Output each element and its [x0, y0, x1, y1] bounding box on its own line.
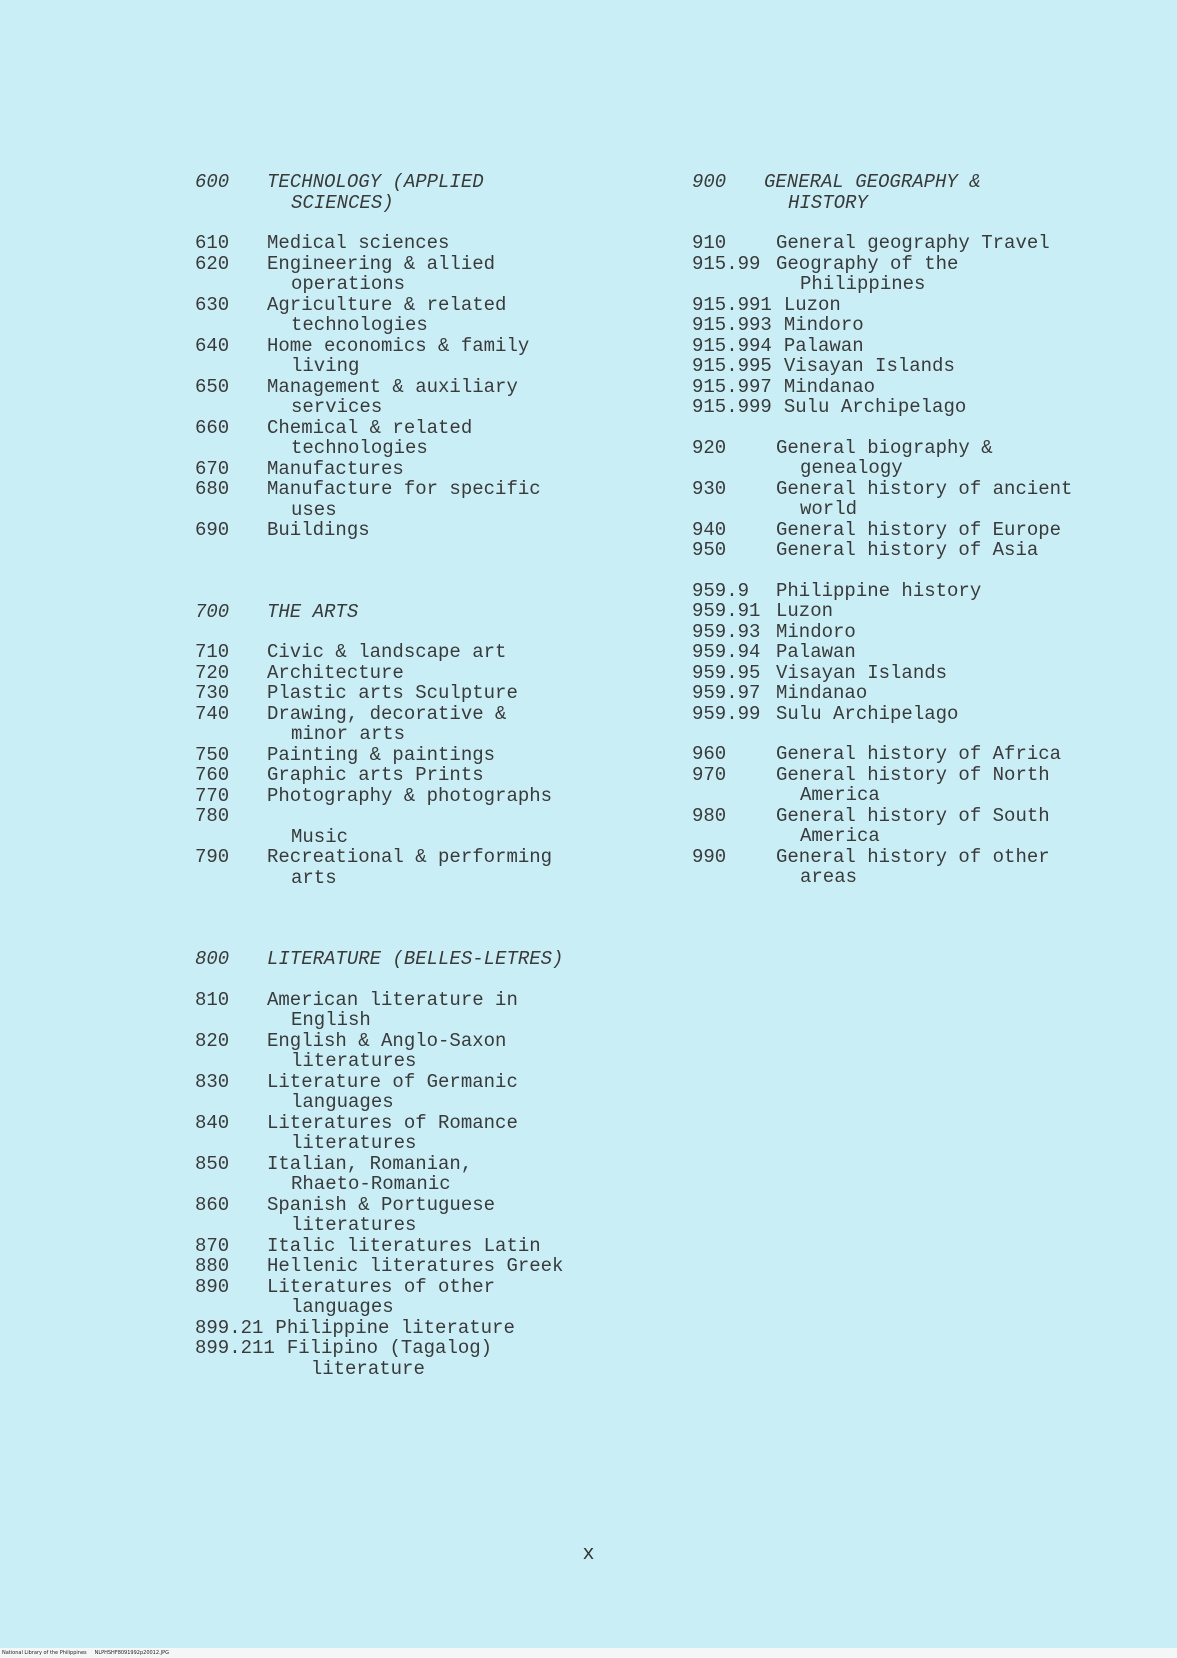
class-label-line — [267, 806, 615, 827]
class-number: 710 — [195, 641, 230, 663]
class-label-line: English — [291, 1009, 371, 1031]
class-label — [776, 233, 1092, 254]
class-label — [776, 601, 1092, 622]
class-label — [776, 581, 1092, 602]
class-entry — [195, 663, 615, 684]
heading-spacer — [195, 213, 615, 233]
section-title-line: THE ARTS — [267, 600, 359, 623]
class-entry — [692, 438, 1092, 479]
class-number: 640 — [195, 334, 230, 357]
class-label-line: Music — [291, 825, 349, 848]
class-label — [776, 622, 1092, 643]
class-label-line: Geography of the — [776, 252, 959, 275]
class-entry — [195, 704, 615, 745]
section-title — [267, 172, 615, 213]
right-column — [692, 172, 1092, 888]
class-entry — [195, 745, 615, 766]
class-label-line: Literatures of other — [267, 1275, 496, 1298]
class-label-line: Visayan Islands — [776, 661, 948, 684]
class-label — [784, 336, 1092, 357]
class-label-line: Civic & landscape art — [267, 641, 507, 663]
class-label — [776, 438, 1092, 479]
class-number: 959.94 — [692, 641, 761, 663]
class-label — [267, 786, 615, 807]
class-label — [267, 704, 615, 745]
class-label — [267, 1154, 615, 1195]
class-entry — [195, 1113, 615, 1154]
class-entry — [195, 683, 615, 704]
class-label — [267, 847, 615, 888]
class-label — [776, 765, 1092, 806]
class-entry — [195, 479, 615, 520]
class-entry — [195, 642, 615, 663]
class-number: 959.95 — [692, 661, 761, 684]
class-label — [267, 1256, 615, 1277]
class-label-line: Buildings — [267, 519, 370, 541]
class-label-line: languages — [291, 1296, 394, 1318]
class-label-line: Management & auxiliary — [267, 375, 518, 398]
class-entry — [692, 744, 1092, 765]
class-label — [267, 1072, 615, 1113]
class-label — [267, 1277, 615, 1318]
class-entry — [692, 601, 1092, 622]
class-entry — [692, 315, 1092, 336]
class-label — [784, 295, 1092, 316]
class-label — [267, 663, 615, 684]
section-title — [267, 949, 615, 970]
class-entry — [692, 704, 1092, 725]
class-number: 730 — [195, 682, 230, 704]
class-label-line: Sulu Archipelago — [783, 396, 967, 418]
class-label-line: Literatures of Romance — [267, 1111, 518, 1134]
class-number: 959.91 — [692, 600, 761, 622]
section-title-line: GENERAL GEOGRAPHY & — [764, 171, 981, 193]
class-label — [267, 1113, 615, 1154]
class-label-line: General history of South — [776, 804, 1050, 827]
class-label-line: Luzon — [776, 600, 834, 622]
class-entry — [195, 254, 615, 295]
class-entry — [195, 233, 615, 254]
class-number: 820 — [195, 1029, 230, 1052]
class-entry — [692, 520, 1092, 541]
class-entry — [692, 397, 1092, 418]
class-label — [776, 254, 1092, 295]
class-label-line: Palawan — [776, 641, 856, 663]
class-number: 790 — [195, 846, 230, 868]
class-number: 740 — [195, 702, 230, 725]
section-heading — [195, 172, 615, 213]
class-number: 910 — [692, 232, 727, 254]
heading-spacer — [195, 970, 615, 990]
class-label-line: General history of ancient — [776, 477, 1073, 500]
class-number: 959.97 — [692, 682, 761, 704]
class-entry — [692, 336, 1092, 357]
class-number: 630 — [195, 293, 230, 316]
class-number: 899.21 — [195, 1316, 264, 1339]
class-entry — [195, 336, 615, 377]
class-label — [267, 683, 615, 704]
class-number: 690 — [195, 519, 230, 541]
class-label — [776, 540, 1092, 561]
class-label — [784, 377, 1092, 398]
class-entry — [195, 295, 615, 336]
class-entry — [195, 1195, 615, 1236]
section-title-line: LITERATURE (BELLES-LETRES) — [267, 948, 564, 970]
class-number: 620 — [195, 252, 230, 275]
class-label-line: areas — [800, 866, 858, 888]
class-number: 770 — [195, 784, 230, 807]
class-label — [267, 479, 615, 520]
class-entry — [195, 1072, 615, 1113]
class-entry — [195, 1031, 615, 1072]
class-number: 610 — [195, 232, 230, 254]
class-label-line: English & Anglo-Saxon — [267, 1029, 507, 1052]
class-label-line: Mindoro — [776, 620, 856, 643]
class-label-line: Palawan — [783, 334, 864, 357]
class-label — [776, 663, 1092, 684]
class-label-line: Philippines — [800, 273, 926, 295]
class-label — [776, 847, 1092, 888]
class-label-line: General history of Asia — [776, 539, 1039, 561]
class-entry — [692, 847, 1092, 888]
class-label-line: Italian, Romanian, — [267, 1152, 473, 1175]
class-number: 650 — [195, 375, 230, 398]
class-entry — [195, 520, 615, 541]
class-entry — [692, 295, 1092, 316]
class-number: 940 — [692, 518, 727, 541]
class-label — [784, 356, 1092, 377]
class-number: 920 — [692, 436, 727, 459]
class-label-line: Philippine literature — [275, 1316, 515, 1339]
class-entry — [692, 254, 1092, 295]
class-entry — [692, 683, 1092, 704]
class-number: 959.93 — [692, 620, 761, 643]
class-entry — [692, 479, 1092, 520]
group-spacer — [692, 418, 1092, 438]
section-title — [764, 172, 1092, 213]
class-label — [267, 745, 615, 766]
class-label — [784, 315, 1092, 336]
section-number: 900 — [692, 171, 727, 193]
section-number: 800 — [195, 948, 230, 970]
class-entry — [195, 1277, 615, 1318]
class-label — [267, 806, 615, 847]
class-label-line: operations — [291, 273, 406, 295]
class-label — [267, 336, 615, 377]
class-entry — [692, 642, 1092, 663]
class-label — [776, 520, 1092, 541]
class-label-line: Mindanao — [783, 375, 876, 398]
section-heading — [692, 172, 1092, 213]
class-label — [776, 744, 1092, 765]
class-label-line: uses — [291, 498, 337, 521]
heading-spacer — [195, 622, 615, 642]
class-entry — [195, 418, 615, 459]
class-label-line: Rhaeto-Romanic — [291, 1173, 451, 1195]
class-label — [267, 1195, 615, 1236]
class-label-line: technologies — [291, 437, 428, 459]
class-label-line: minor arts — [291, 723, 406, 745]
class-label — [267, 377, 615, 418]
section-number: 700 — [195, 600, 230, 623]
class-label-line: Hellenic literatures Greek — [267, 1255, 564, 1277]
class-label-line: General history of Africa — [776, 743, 1062, 765]
class-label-line: Chemical & related — [267, 416, 473, 439]
class-number: 959.99 — [692, 702, 761, 725]
class-label-line: Spanish & Portuguese — [267, 1193, 496, 1216]
class-label — [776, 479, 1092, 520]
class-entry — [692, 356, 1092, 377]
class-label — [267, 1236, 615, 1257]
class-label-line: literature — [310, 1357, 425, 1380]
class-entry — [195, 377, 615, 418]
class-number: 915.997 — [692, 375, 772, 398]
class-entry — [195, 1318, 615, 1339]
class-label — [267, 642, 615, 663]
class-label-line: literatures — [291, 1132, 417, 1154]
class-entry — [195, 765, 615, 786]
class-label — [267, 765, 615, 786]
class-label — [267, 233, 615, 254]
class-label-line: Philippine history — [776, 579, 982, 602]
class-label-line: Drawing, decorative & — [267, 702, 507, 725]
class-number: 880 — [195, 1255, 230, 1277]
class-label-line: services — [291, 396, 383, 418]
class-number: 750 — [195, 743, 230, 766]
group-spacer — [692, 724, 1092, 744]
class-entry — [692, 581, 1092, 602]
class-number: 660 — [195, 416, 230, 439]
class-number: 670 — [195, 457, 230, 480]
heading-spacer — [692, 213, 1092, 233]
class-number: 840 — [195, 1111, 230, 1134]
class-label-line: Filipino (Tagalog) — [286, 1337, 493, 1359]
class-entry — [692, 233, 1092, 254]
class-number: 915.994 — [692, 334, 772, 357]
section-heading — [195, 949, 615, 970]
class-label-line: Mindoro — [783, 314, 864, 336]
class-label-line: Engineering & allied — [267, 252, 496, 275]
page-number: x — [582, 1543, 595, 1566]
class-label-line: Visayan Islands — [783, 355, 955, 377]
class-label-line: America — [800, 825, 880, 847]
class-number: 720 — [195, 661, 230, 684]
section-title-line: SCIENCES) — [291, 191, 394, 214]
class-label — [267, 990, 615, 1031]
class-number: 890 — [195, 1275, 230, 1298]
class-label — [267, 418, 615, 459]
class-number: 959.9 — [692, 579, 750, 602]
class-entry — [692, 377, 1092, 398]
class-entry — [195, 1154, 615, 1195]
class-number: 830 — [195, 1070, 230, 1093]
class-number: 810 — [195, 988, 230, 1011]
class-number: 915.993 — [692, 314, 772, 336]
class-entry — [195, 459, 615, 480]
class-label — [267, 459, 615, 480]
class-label-line: arts — [291, 866, 337, 889]
class-number: 990 — [692, 845, 727, 868]
class-number: 930 — [692, 477, 727, 500]
class-label-line: Manufacture for specific — [267, 478, 541, 500]
class-label — [267, 520, 615, 541]
class-label — [287, 1338, 615, 1379]
class-entry — [195, 847, 615, 888]
class-label-line: Literature of Germanic — [267, 1070, 518, 1093]
class-label-line: American literature in — [267, 988, 518, 1011]
class-label — [275, 1318, 615, 1339]
class-number: 950 — [692, 539, 727, 561]
class-label-line: world — [800, 498, 858, 520]
class-label — [776, 704, 1092, 725]
class-label-line: Manufactures — [267, 457, 404, 480]
class-number: 870 — [195, 1234, 230, 1257]
class-entry — [195, 806, 615, 847]
section-spacer — [195, 541, 615, 602]
class-label — [267, 295, 615, 336]
section-title-line: TECHNOLOGY (APPLIED — [267, 171, 484, 193]
class-entry — [195, 1256, 615, 1277]
class-entry — [692, 663, 1092, 684]
class-number: 915.995 — [692, 355, 772, 377]
class-label-line: Graphic arts Prints — [267, 764, 484, 786]
class-entry — [692, 540, 1092, 561]
class-label — [784, 397, 1092, 418]
section-spacer — [195, 888, 615, 949]
section-title-line: HISTORY — [788, 191, 868, 214]
class-label-line: General biography & — [776, 436, 993, 459]
class-label-line: Luzon — [783, 293, 841, 316]
class-label — [776, 806, 1092, 847]
class-label — [776, 642, 1092, 663]
class-entry — [195, 1236, 615, 1257]
class-label-line: Medical sciences — [267, 232, 450, 254]
class-label-line: General history of other — [776, 845, 1050, 868]
class-entry — [692, 765, 1092, 806]
class-label-line: America — [800, 784, 880, 806]
class-label-line: literatures — [291, 1214, 417, 1236]
class-label-line: General geography Travel — [776, 232, 1050, 254]
class-label-line: Painting & paintings — [267, 743, 496, 766]
class-entry — [692, 806, 1092, 847]
class-label-line: General history of Europe — [776, 518, 1062, 541]
class-number: 915.99 — [692, 252, 761, 275]
class-label-line: Home economics & family — [267, 334, 530, 357]
class-label — [267, 254, 615, 295]
class-label-line: Agriculture & related — [267, 293, 507, 316]
class-label-line: Photography & photographs — [267, 784, 553, 807]
section-heading — [195, 602, 615, 623]
class-entry — [195, 990, 615, 1031]
class-number: 960 — [692, 743, 727, 765]
class-label-line: General history of North — [776, 763, 1050, 786]
class-number: 980 — [692, 804, 727, 827]
class-number: 915.991 — [692, 293, 772, 316]
class-number: 780 — [195, 805, 230, 827]
class-label-line: living — [291, 355, 360, 377]
section-title — [267, 602, 615, 623]
class-entry — [195, 786, 615, 807]
class-label — [267, 1031, 615, 1072]
class-entry — [692, 622, 1092, 643]
section-number: 600 — [195, 171, 230, 193]
class-entry — [195, 1338, 615, 1379]
class-number: 970 — [692, 763, 727, 786]
class-label-line: Architecture — [267, 661, 404, 684]
class-number: 680 — [195, 478, 230, 500]
class-label-line: literatures — [291, 1050, 417, 1072]
class-number: 760 — [195, 764, 230, 786]
class-number: 915.999 — [692, 396, 772, 418]
archive-footer-strip: National Library of the Philippines NLPHSHF8091992p20012.JPG — [0, 1648, 1177, 1658]
class-label-line: Sulu Archipelago — [776, 702, 959, 725]
class-label-line: technologies — [291, 314, 428, 336]
class-label-line: genealogy — [800, 457, 903, 479]
class-number: 899.211 — [195, 1337, 275, 1359]
class-label-line: Italic literatures Latin — [267, 1234, 541, 1257]
class-label — [776, 683, 1092, 704]
class-number: 860 — [195, 1193, 230, 1216]
left-column — [195, 172, 615, 1379]
class-label-line: Mindanao — [776, 682, 868, 704]
class-label-line: Plastic arts Sculpture — [267, 682, 518, 704]
class-label-line: languages — [291, 1091, 394, 1113]
class-label-line: Recreational & performing — [267, 846, 553, 868]
class-number: 850 — [195, 1152, 230, 1175]
group-spacer — [692, 561, 1092, 581]
